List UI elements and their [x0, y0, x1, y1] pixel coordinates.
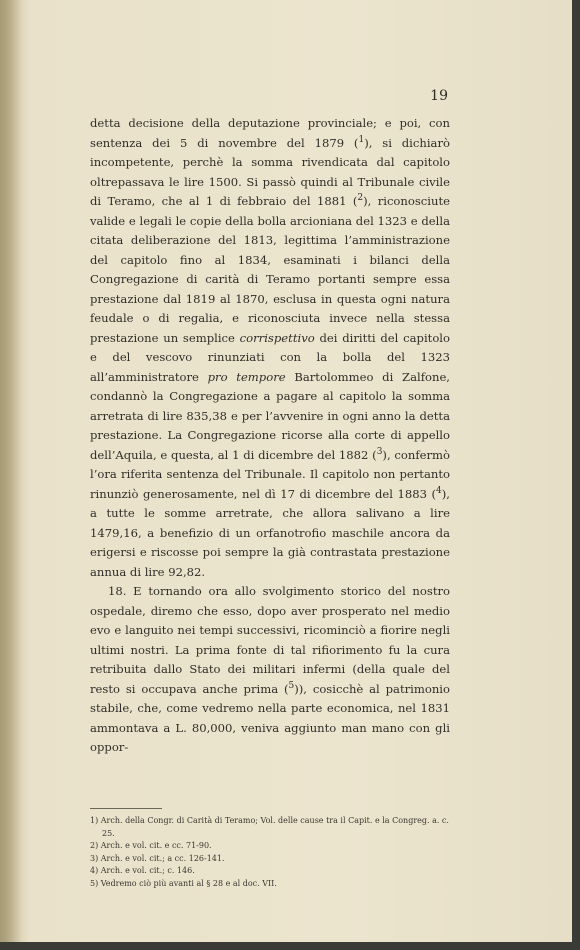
footnote: 4) Arch. e vol. cit.; c. 146. [90, 866, 195, 876]
text-run: ), a tutte le somme arretrate, che allora salivano a lire 1479,16, a benefizio di un orfanotrofio maschile ancora da erigersi e riscosse poi sempre la già contrastata prestazione annua di lire 92,82. [90, 486, 450, 579]
text-run: ), riconosciute valide e legali le copie della bolla arcioniana del 1323 e della citata deliberazione del 1813, legittima l’amministrazione del capitolo fino al 1834, esaminati i bilanci della Congregazione di carità di Teramo portanti sempre essa prestazione dal 1819 al 1870, esclusa in questa ogni natura feudale o di regalia, e riconosciuta invece nella stessa prestazione un semplice [90, 194, 450, 345]
page-number: 19 [430, 88, 448, 104]
text-run: )), cosicchè al patrimonio stabile, che, come vedremo nella parte economica, nel 1831 ammontava a L. 80,000, veniva aggiunto man mano con gli oppor- [90, 681, 450, 754]
footnote: 2) Arch. e vol. cit. e cc. 71-90. [90, 841, 212, 851]
text-run: dei diritti del capitolo e del vescovo rinunziati con la bolla del 1323 all’amministratore [90, 330, 450, 384]
text-run: 18. E tornando ora allo svolgimento storico del nostro ospedale, diremo che esso, dopo aver prosperato nel medio evo e languito nei tempi successivi, ricominciò a fiorire negli ultimi nostri. La prima fonte di tal rifiorimento fu la cura retribuita dallo Stato dei militari infermi (della quale del resto si occupava anche prima ( [90, 584, 450, 696]
footnote-separator [90, 808, 162, 809]
italic-text: pro tempore [207, 369, 286, 384]
footnote-ref: 3 [376, 446, 383, 457]
text-run: ), confermò l’ora riferita sentenza del Tribunale. Il capitolo non pertanto rinunziò generosamente, nel dì 17 di dicembre del 1883 ( [90, 447, 450, 501]
paragraph [90, 582, 450, 758]
footnote-ref: 5 [288, 680, 295, 691]
body-text [90, 114, 450, 758]
text-run: Bartolommeo di Zalfone, condannò la Congregazione a pagare al capitolo la somma arretrata di lire 835,38 e per l’avvenire in ogni anno la detta prestazione. La Congregazione ricorse alla corte di appello dell’Aquila, e questa, al 1 di dicembre del 1882 ( [90, 369, 450, 462]
footnote-ref: 1 [358, 134, 365, 145]
page-gutter-shadow [0, 0, 22, 942]
italic-text: corrispettivo [239, 330, 315, 345]
footnote-ref: 2 [357, 193, 364, 204]
footnotes [90, 815, 450, 891]
text-run: detta decisione della deputazione provinciale; e poi, con sentenza dei 5 di novembre del 1879 ( [90, 116, 450, 150]
paragraph [90, 114, 450, 582]
footnote: 3) Arch. e vol. cit.; a cc. 126-141. [90, 853, 225, 863]
footnote-ref: 4 [436, 485, 442, 496]
footnote: 1) Arch. della Congr. di Carità di Teramo; Vol. delle cause tra il Capit. e la Congreg. a. c. 25. [90, 816, 449, 838]
text-run: ), si dichiarò incompetente, perchè la somma rivendicata dal capitolo oltrepassava le lire 1500. Si passò quindi al Tribunale civile di Teramo, che al 1 di febbraio del 1881 ( [90, 135, 450, 208]
footnote: 5) Vedremo ciò più avanti al § 28 e al doc. VII. [90, 878, 277, 888]
